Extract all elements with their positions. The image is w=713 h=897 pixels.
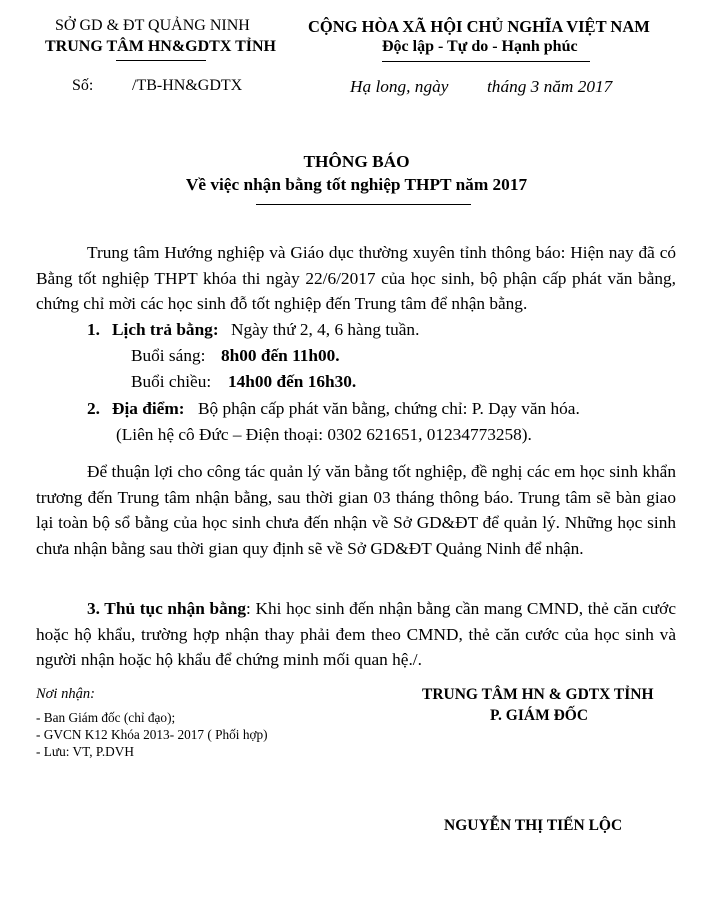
title-underline <box>256 204 471 205</box>
item2-number: 2. <box>87 399 100 418</box>
intro-paragraph: Trung tâm Hướng nghiệp và Giáo dục thường xuyên tỉnh thông báo: Hiện nay đã có Bằng tốt nghiệp THPT khóa thi ngày 22/6/2017 của học sinh, bộ phận cấp phát văn bằng, chứng chỉ mời các học sinh đỗ tốt nghiệp đến Trung tâm để nhận bằng. <box>36 243 676 313</box>
national-title: CỘNG HÒA XÃ HỘI CHỦ NGHĨA VIỆT NAM <box>308 17 650 36</box>
center-name-underline <box>116 60 206 61</box>
signer-name: NGUYỄN THỊ TIẾN LỘC <box>444 817 623 834</box>
recipient-item: - Lưu: VT, P.DVH <box>36 744 134 759</box>
document-subtitle: Về việc nhận bằng tốt nghiệp THPT năm 2017 <box>185 175 528 194</box>
signature-org: TRUNG TÂM HN & GDTX TỈNH <box>422 686 654 703</box>
afternoon-label: Buổi chiều: <box>131 372 212 391</box>
center-name: TRUNG TÂM HN&GDTX TỈNH <box>45 38 276 55</box>
item3-label: 3. Thủ tục nhận bằng <box>87 599 247 618</box>
item1-number: 1. <box>87 320 100 339</box>
national-motto: Độc lập - Tự do - Hạnh phúc <box>382 38 578 55</box>
item1-text: Ngày thứ 2, 4, 6 hàng tuần. <box>231 320 420 339</box>
recipient-item: - Ban Giám đốc (chỉ đạo); <box>36 710 176 725</box>
reminder-paragraph: Để thuận lợi cho công tác quản lý văn bằng tốt nghiệp, đề nghị các em học sinh khẩn trương đến Trung tâm nhận bằng, sau thời gian 03 tháng thông báo. Trung tâm sẽ bàn giao lại toàn bộ sổ bằng của học sinh chưa đến nhận về Sở GD&ĐT để quản lý. Những học sinh chưa nhận bằng sau thời gian quy định sẽ về Sở GD&ĐT Quảng Ninh để nhận. <box>36 462 676 558</box>
morning-label: Buổi sáng: <box>131 346 206 365</box>
item2-text: Bộ phận cấp phát văn bằng, chứng chỉ: P. Dạy văn hóa. <box>198 399 580 418</box>
morning-time: 8h00 đến 11h00. <box>221 346 340 365</box>
signature-position: P. GIÁM ĐỐC <box>490 707 589 724</box>
recipient-item: - GVCN K12 Khóa 2013- 2017 ( Phối hợp) <box>36 727 268 742</box>
place-date: Hạ long, ngày <box>350 77 449 96</box>
recipients-title: Nơi nhận: <box>36 686 95 702</box>
document-number: /TB-HN&GDTX <box>132 77 243 94</box>
item2-label: Địa điểm: <box>112 399 185 418</box>
contact-info: (Liên hệ cô Đức – Điện thoại: 0302 621651, 01234773258). <box>116 425 532 444</box>
month-year: tháng 3 năm 2017 <box>487 77 613 96</box>
document-title: THÔNG BÁO <box>303 152 410 171</box>
afternoon-time: 14h00 đến 16h30. <box>228 372 357 391</box>
department-name: SỞ GD & ĐT QUẢNG NINH <box>55 17 250 34</box>
procedure-paragraph <box>36 596 676 673</box>
item3-text: : Khi học sinh đến nhận bằng cần mang CMND, thẻ căn cước hoặc hộ khẩu, trường hợp nhận thay phải đem theo CMND, thẻ căn cước của học sinh và người nhận hoặc hộ khẩu để chứng minh mối quan hệ./. <box>36 599 676 669</box>
motto-underline <box>382 61 590 62</box>
document-number-label: Số: <box>72 77 94 94</box>
item1-label: Lịch trả bằng: <box>112 320 219 339</box>
